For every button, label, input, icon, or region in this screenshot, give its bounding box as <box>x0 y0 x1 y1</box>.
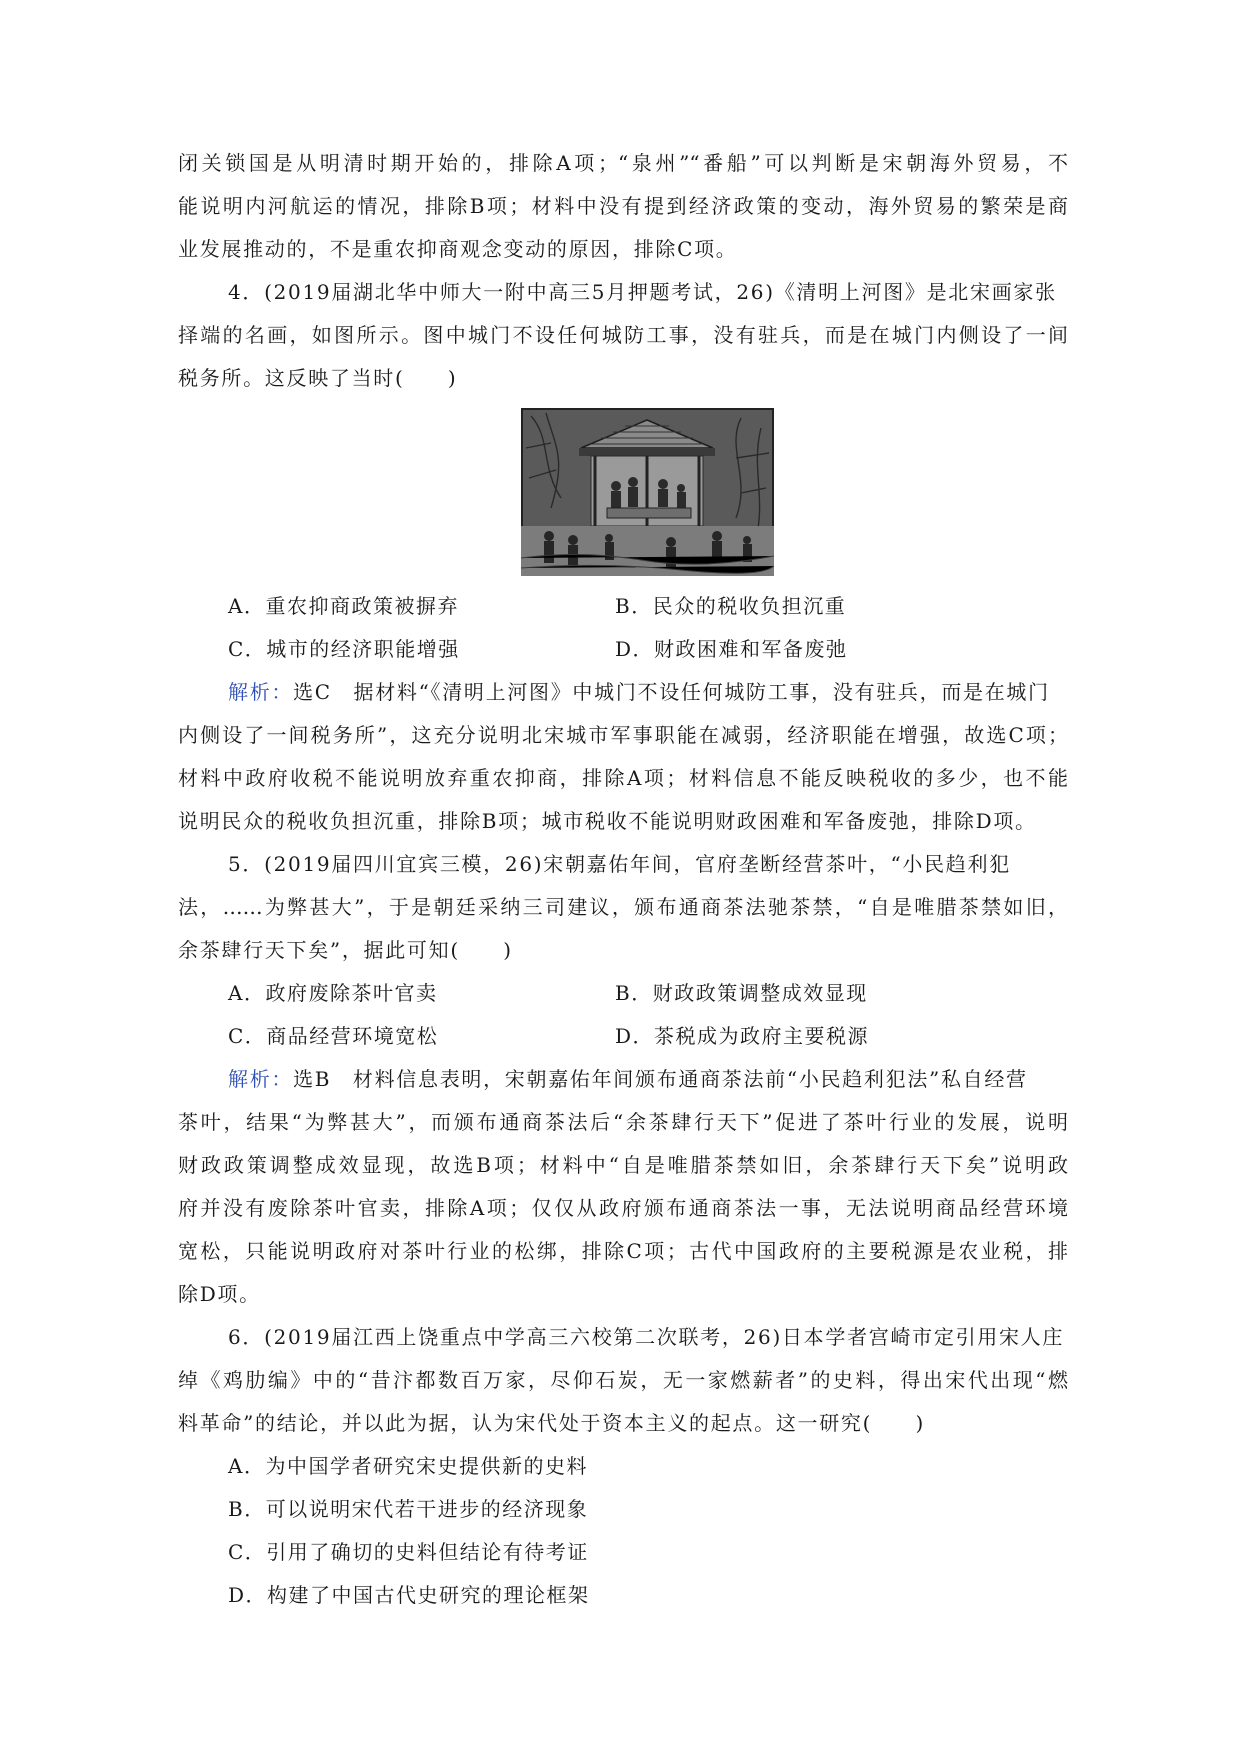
q6-option-b: B．可以说明宋代若干进步的经济现象 <box>228 1497 589 1521</box>
q6-stem-line-1: 6．(2019届江西上饶重点中学高三六校第二次联考，26)日本学者宫崎市定引用宋人庄 <box>228 1325 1065 1349</box>
q5-stem-line-3: 余茶肆行天下矣”，据此可知( ) <box>178 938 513 962</box>
q6-stem-line-3: 料革命”的结论，并以此为据，认为宋代处于资本主义的起点。这一研究( ) <box>178 1411 926 1435</box>
prev-analysis-line-1: 闭关锁国是从明清时期开始的，排除A项；“泉州”“番船”可以判断是宋朝海外贸易，不 <box>178 151 1068 175</box>
q4-analysis-line-1 <box>228 677 1068 707</box>
q5-option-c: C．商品经营环境宽松 <box>228 1024 439 1048</box>
prev-analysis-line-2: 能说明内河航运的情况，排除B项；材料中没有提到经济政策的变动，海外贸易的繁荣是商 <box>178 194 1068 218</box>
q4-analysis-line-2: 内侧设了一间税务所”，这充分说明北宋城市军事职能在减弱，经济职能在增强，故选C项； <box>178 723 1068 747</box>
q4-stem-line-3: 税务所。这反映了当时( ) <box>178 366 458 390</box>
q4-stem-line-1: 4．(2019届湖北华中师大一附中高三5月押题考试，26)《清明上河图》是北宋画家张 <box>228 280 1057 304</box>
q5-analysis-line-4: 府并没有废除茶叶官卖，排除A项；仅仅从政府颁布通商茶法一事，无法说明商品经营环境 <box>178 1196 1068 1220</box>
q6-option-d: D．构建了中国古代史研究的理论框架 <box>228 1583 590 1607</box>
q6-stem-line-2: 绰《鸡肋编》中的“昔汴都数百万家，尽仰石炭，无一家燃薪者”的史料，得出宋代出现“燃 <box>178 1368 1068 1392</box>
q5-analysis-line-5: 宽松，只能说明政府对茶叶行业的松绑，排除C项；古代中国政府的主要税源是农业税，排 <box>178 1239 1068 1263</box>
q5-analysis-text-1: 选B 材料信息表明，宋朝嘉佑年间颁布通商茶法前“小民趋利犯法”私自经营 <box>293 1067 1028 1091</box>
q4-option-a: A．重农抑商政策被摒弃 <box>228 594 459 618</box>
q5-stem-line-1: 5．(2019届四川宜宾三模，26)宋朝嘉佑年间，官府垄断经营茶叶，“小民趋利犯 <box>228 852 1011 876</box>
q6-option-c: C．引用了确切的史料但结论有待考证 <box>228 1540 589 1564</box>
q4-option-d: D．财政困难和军备废弛 <box>615 637 848 661</box>
q5-stem-line-2: 法，……为弊甚大”，于是朝廷采纳三司建议，颁布通商茶法驰茶禁，“自是唯腊茶禁如旧， <box>178 895 1068 919</box>
q5-option-b: B．财政政策调整成效显现 <box>615 981 868 1005</box>
q5-analysis-line-2: 茶叶，结果“为弊甚大”，而颁布通商茶法后“余茶肆行天下”促进了茶叶行业的发展，说明 <box>178 1110 1068 1134</box>
q4-option-c: C．城市的经济职能增强 <box>228 637 460 661</box>
q4-analysis-text-1: 选C 据材料“《清明上河图》中城门不设任何城防工事，没有驻兵，而是在城门 <box>293 680 1050 704</box>
q5-option-d: D．茶税成为政府主要税源 <box>615 1024 870 1048</box>
q5-analysis-line-1 <box>228 1064 1068 1094</box>
q4-stem-line-2: 择端的名画，如图所示。图中城门不设任何城防工事，没有驻兵，而是在城门内侧设了一间 <box>178 323 1068 347</box>
qingming-city-gate-image <box>521 408 774 576</box>
q5-analysis-line-6: 除D项。 <box>178 1282 261 1306</box>
q4-analysis-line-4: 说明民众的税收负担沉重，排除B项；城市税收不能说明财政困难和军备废弛，排除D项。 <box>178 809 1037 833</box>
q6-option-a: A．为中国学者研究宋史提供新的史料 <box>228 1454 588 1478</box>
q5-analysis-line-3: 财政政策调整成效显现，故选B项；材料中“自是唯腊茶禁如旧，余茶肆行天下矣”说明政 <box>178 1153 1068 1177</box>
q4-option-b: B．民众的税收负担沉重 <box>615 594 847 618</box>
q5-analysis-label: 解析： <box>228 1067 294 1091</box>
q5-option-a: A．政府废除茶叶官卖 <box>228 981 438 1005</box>
q4-analysis-label: 解析： <box>228 680 294 704</box>
q4-analysis-line-3: 材料中政府收税不能说明放弃重农抑商，排除A项；材料信息不能反映税收的多少，也不能 <box>178 766 1068 790</box>
prev-analysis-line-3: 业发展推动的，不是重农抑商观念变动的原因，排除C项。 <box>178 237 738 261</box>
